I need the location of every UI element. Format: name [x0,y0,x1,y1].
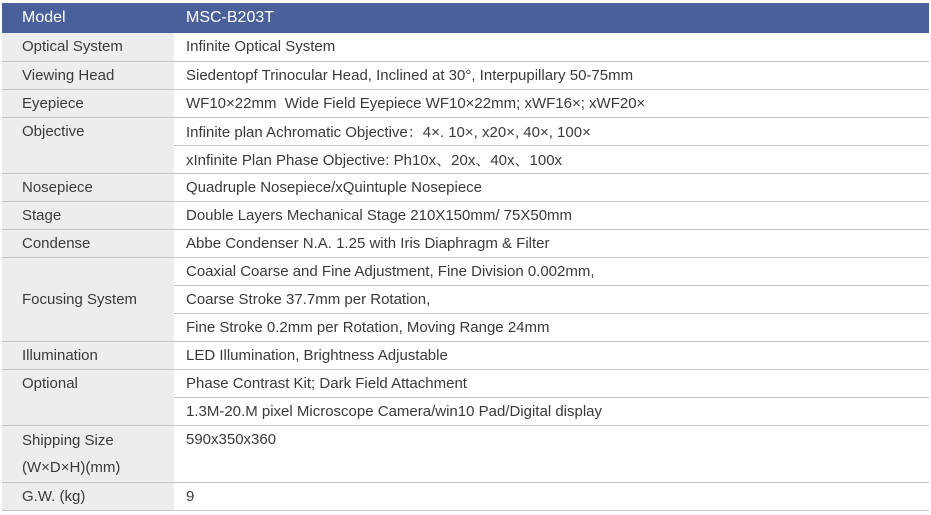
spec-value: WF10×22mm Wide Field Eyepiece WF10×22mm; xWF16×; xWF20× [174,89,929,117]
spec-label: Illumination [2,341,174,369]
spec-value: xInfinite Plan Phase Objective: Ph10x、20x、40x、100x [174,145,929,173]
header-model-label: Model [2,3,174,33]
spec-value: Abbe Condenser N.A. 1.25 with Iris Diaphragm & Filter [174,229,929,257]
spec-label: Objective [2,117,174,173]
spec-label: Optional [2,369,174,425]
spec-value: Coarse Stroke 37.7mm per Rotation, [174,285,929,313]
spec-label: Focusing System [2,257,174,341]
spec-row [2,229,929,257]
header-model-value: MSC-B203T [174,3,929,33]
spec-value: Double Layers Mechanical Stage 210X150mm/ 75X50mm [174,201,929,229]
spec-value: 590x350x360 [174,425,929,482]
spec-label: Eyepiece [2,89,174,117]
spec-row [2,201,929,229]
spec-label: Optical System [2,33,174,61]
spec-label: Stage [2,201,174,229]
spec-label: G.W. (kg) [2,482,174,510]
spec-row [2,257,929,285]
spec-value: Quadruple Nosepiece/xQuintuple Nosepiece [174,173,929,201]
spec-value: Phase Contrast Kit; Dark Field Attachment [174,369,929,397]
spec-row [2,117,929,145]
spec-value: 1.3M-20.M pixel Microscope Camera/win10 Pad/Digital display [174,397,929,425]
spec-value: Fine Stroke 0.2mm per Rotation, Moving Range 24mm [174,313,929,341]
spec-table [2,3,929,511]
spec-label-line: Shipping Size [22,431,114,449]
spec-label [2,425,174,482]
spec-label-line: (W×D×H)(mm) [22,458,121,476]
spec-value: Coaxial Coarse and Fine Adjustment, Fine Division 0.002mm, [174,257,929,285]
spec-row [2,369,929,397]
spec-row [2,33,929,61]
spec-row [2,341,929,369]
spec-value: LED Illumination, Brightness Adjustable [174,341,929,369]
spec-row [2,61,929,89]
spec-value: Infinite Optical System [174,33,929,61]
table-header-row [2,3,929,33]
spec-row [2,425,929,482]
spec-value: 9 [174,482,929,510]
spec-row [2,173,929,201]
spec-row [2,482,929,510]
spec-row [2,89,929,117]
spec-label: Nosepiece [2,173,174,201]
spec-label: Condense [2,229,174,257]
spec-value: Infinite plan Achromatic Objective：4×. 10×, x20×, 40×, 100× [174,117,929,145]
spec-value: Siedentopf Trinocular Head, Inclined at 30°, Interpupillary 50-75mm [174,61,929,89]
spec-label: Viewing Head [2,61,174,89]
